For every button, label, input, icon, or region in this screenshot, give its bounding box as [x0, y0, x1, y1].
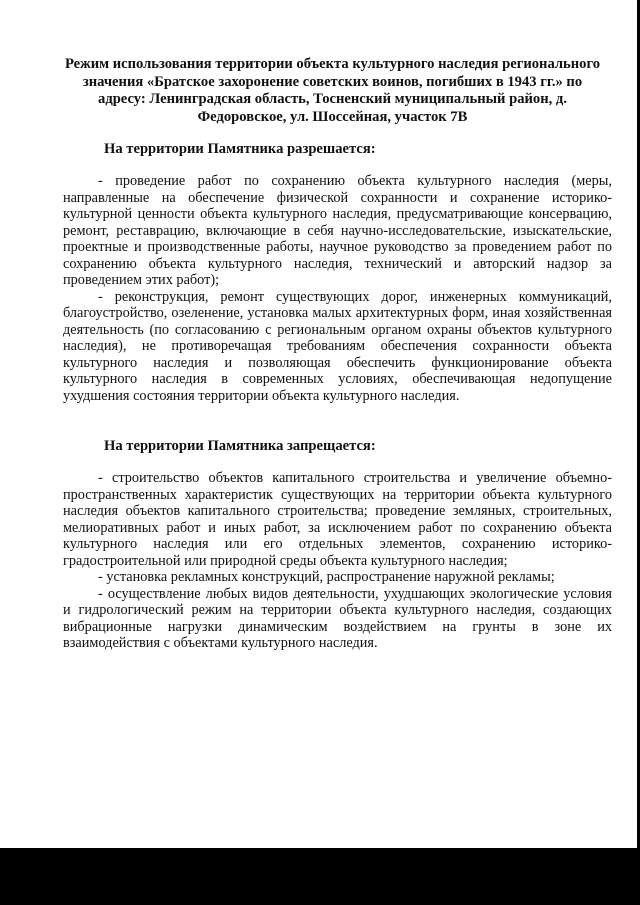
allowed-list [63, 173, 612, 404]
allowed-item: - реконструкция, ремонт существующих дорог, инженерных коммуникаций, благоустройство, озеленение, установка малых архитектурных форм, иная хозяйственная деятельность (по согласованию с региональным органом охраны объектов культурного наследия), не противоречащая требованиям обеспечения сохранности объекта культурного наследия и позволяющая обеспечить функционирование объекта культурного наследия в современных условиях, обеспечивающая недопущение ухудшения состояния территории объекта культурного наследия. [63, 288, 612, 404]
prohibited-item: - строительство объектов капитального строительства и увеличение объемно-пространственных характеристик существующих на территории объекта культурного наследия объектов капитального строительства; проведение земляных, строительных, мелиоративных работ и иных работ, за исключением работ по сохранению объекта культурного наследия или его отдельных элементов, сохранению историко-градостроительной или природной среды объекта культурного наследия; [63, 470, 612, 569]
prohibited-heading: На территории Памятника запрещается: [104, 438, 376, 454]
prohibited-list [63, 470, 612, 652]
allowed-heading: На территории Памятника разрешается: [104, 141, 376, 157]
allowed-item: - проведение работ по сохранению объекта культурного наследия (меры, направленные на обеспечение физической сохранности и сохранение историко-культурной ценности объекта культурного наследия, предусматривающие консервацию, ремонт, реставрацию, включающие в себя научно-исследовательские, изыскательские, проектные и производственные работы, научное руководство за проведением работ по сохранению объекта культурного наследия, технический и авторский надзор за проведением этих работ); [63, 173, 612, 288]
prohibited-item: - осуществление любых видов деятельности, ухудшающих экологические условия и гидрологический режим на территории объекта культурного наследия, создающих вибрационные нагрузки динамическим воздействием на грунты в зоне их взаимодействия с объектами культурного наследия. [63, 585, 612, 651]
document-title: Режим использования территории объекта культурного наследия регионального значения «Братское захоронение советских воинов, погибших в 1943 гг.» по адресу: Ленинградская область, Тосненский муниципальный район, д. Федоровское, ул. Шоссейная, участок 7В [64, 56, 601, 125]
prohibited-item: - установка рекламных конструкций, распространение наружной рекламы; [98, 569, 555, 585]
scan-border [0, 848, 640, 905]
